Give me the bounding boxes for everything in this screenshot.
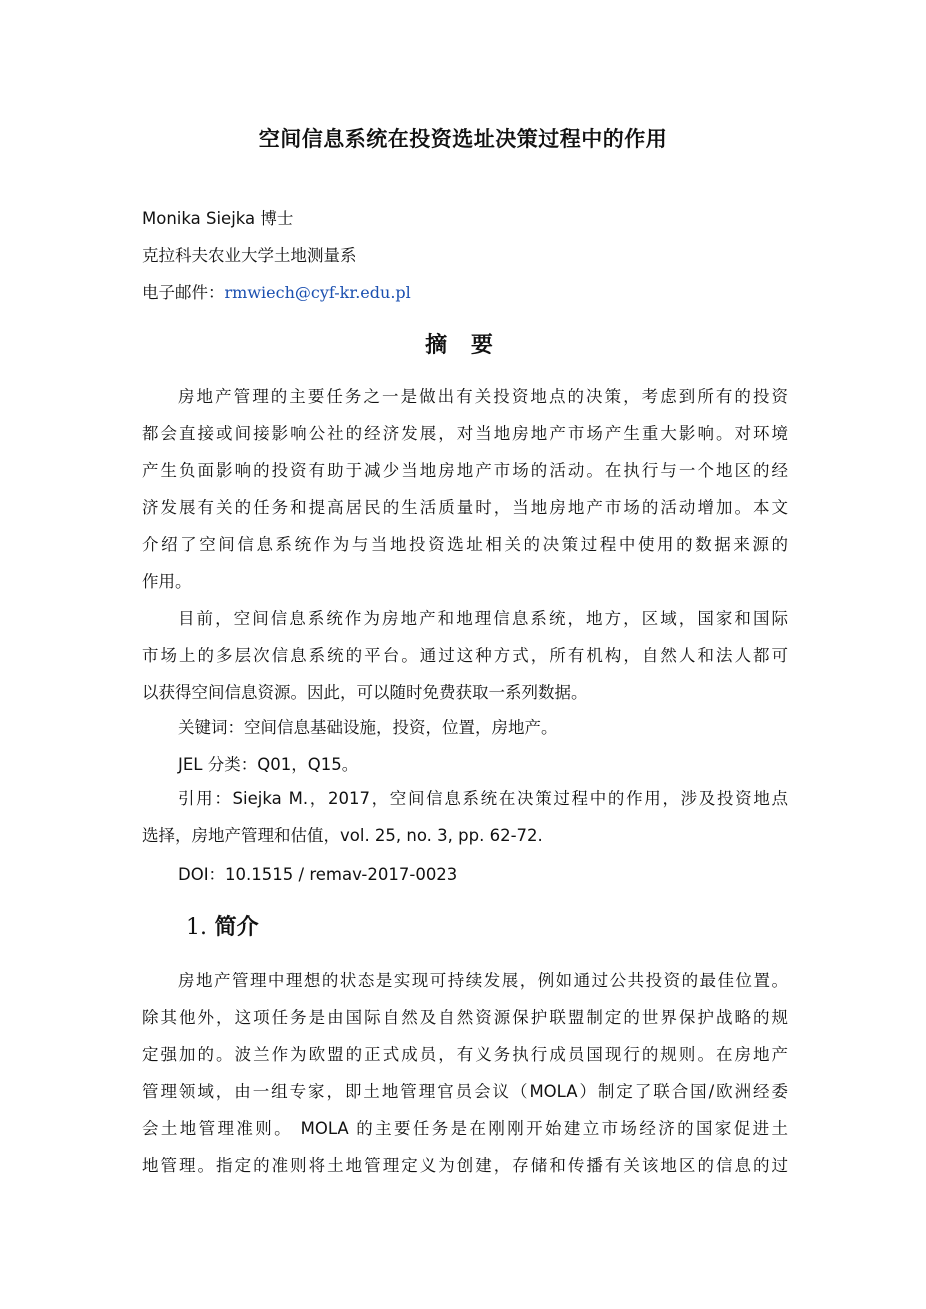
text-line: 管理领域，由一组专家，即土地管理官员会议（MOLA）制定了联合国/欧洲经委: [142, 1082, 788, 1101]
section-number: 1.: [186, 915, 207, 940]
abstract-paragraph-1: [142, 378, 788, 600]
abstract-heading: 摘 要: [425, 333, 501, 358]
text-line: 会土地管理准则。 MOLA 的主要任务是在刚刚开始建立市场经济的国家促进土: [142, 1119, 788, 1138]
author-affiliation: 克拉科夫农业大学土地测量系: [142, 246, 357, 265]
text-line: 目前，空间信息系统作为房地产和地理信息系统，地方，区域，国家和国际: [178, 609, 788, 628]
doi-line: DOI：10.1515 / remav-2017-0023: [178, 865, 458, 884]
abstract-paragraph-2: [142, 600, 788, 711]
text-line: 除其他外，这项任务是由国际自然及自然资源保护联盟制定的世界保护战略的规: [142, 1008, 788, 1027]
jel-classification: JEL 分类：Q01，Q15。: [178, 755, 359, 774]
email-label: 电子邮件：: [142, 283, 225, 302]
paper-title: 空间信息系统在投资选址决策过程中的作用: [258, 127, 668, 151]
text-line: 产生负面影响的投资有助于减少当地房地产市场的活动。在执行与一个地区的经: [142, 461, 788, 480]
introduction-paragraph-1: [142, 962, 788, 1184]
text-line: 引用：Siejka M.，2017，空间信息系统在决策过程中的作用，涉及投资地点: [178, 789, 788, 808]
text-line: 都会直接或间接影响公社的经济发展，对当地房地产市场产生重大影响。对环境: [142, 424, 788, 443]
text-line: 作用。: [142, 572, 192, 591]
citation-paragraph: [142, 780, 788, 854]
text-line: 济发展有关的任务和提高居民的生活质量时，当地房地产市场的活动增加。本文: [142, 498, 788, 517]
text-line: 房地产管理中理想的状态是实现可持续发展，例如通过公共投资的最佳位置。: [178, 971, 788, 990]
email-link[interactable]: rmwiech@cyf-kr.edu.pl: [224, 283, 411, 302]
keywords-line: 关键词：空间信息基础设施，投资，位置，房地产。: [178, 718, 558, 737]
author-email-line: [142, 279, 411, 303]
section-heading-introduction: [186, 910, 259, 941]
text-line: 市场上的多层次信息系统的平台。通过这种方式，所有机构，自然人和法人都可: [142, 646, 788, 665]
section-title: 简介: [214, 915, 259, 940]
text-line: 地管理。指定的准则将土地管理定义为创建，存储和传播有关该地区的信息的过: [142, 1156, 788, 1175]
text-line: 房地产管理的主要任务之一是做出有关投资地点的决策，考虑到所有的投资: [178, 387, 788, 406]
text-line: 选择，房地产管理和估值，vol. 25, no. 3, pp. 62-72.: [142, 826, 543, 845]
author-name: Monika Siejka 博士: [142, 209, 294, 228]
text-line: 介绍了空间信息系统作为与当地投资选址相关的决策过程中使用的数据来源的: [142, 535, 788, 554]
text-line: 定强加的。波兰作为欧盟的正式成员，有义务执行成员国现行的规则。在房地产: [142, 1045, 788, 1064]
text-line: 以获得空间信息资源。因此，可以随时免费获取一系列数据。: [142, 683, 588, 702]
